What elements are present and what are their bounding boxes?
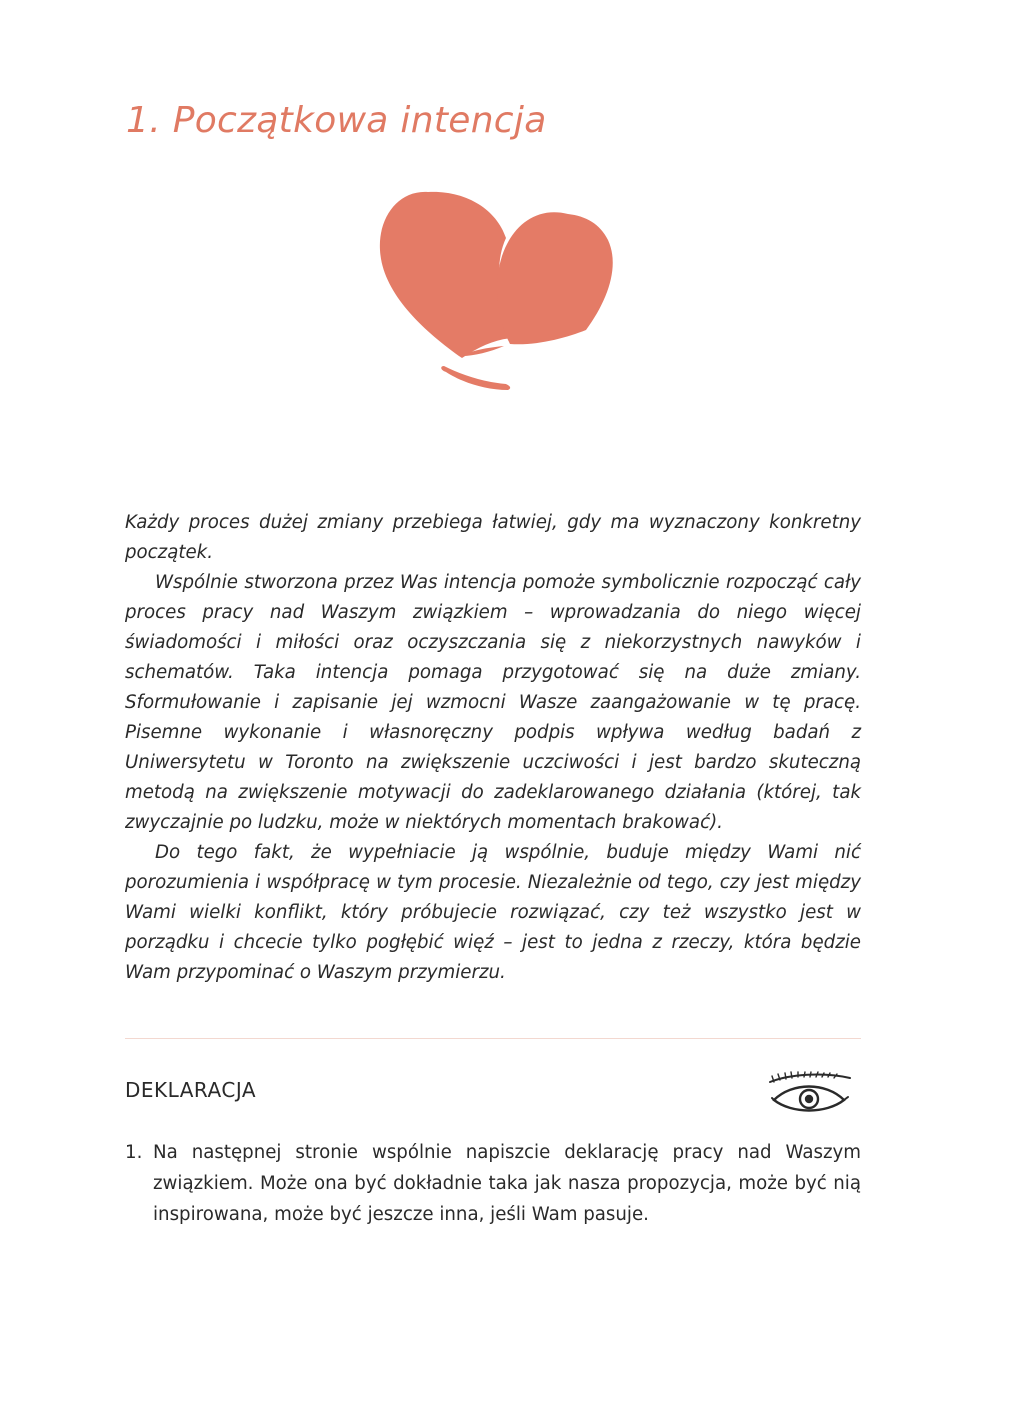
eye-icon [764,1070,856,1118]
section-heading: DEKLARACJA [125,1078,257,1102]
heart-right-lobe [497,212,613,344]
heart-tail-stroke [441,366,510,390]
heart-illustration [370,180,630,400]
page-title: 1. Początkowa intencja [126,100,547,141]
paragraph: Wspólnie stworzona przez Was intencja pomoże symbolicznie rozpocząć cały proces pracy nad Waszym związkiem – wprowadzania do niego więcej świadomości i miłości oraz oczyszczania się z niekorzystnych nawyków i schematów. Taka intencja pomaga przygotować się na duże zmiany. Sformułowanie i zapisanie jej wzmocni Wasze zaangażowanie w tę pracę. Pisemne wykonanie i własnoręczny podpis wpływa według badań z Uniwersytetu w Toronto na zwiększenie uczciwości i jest bardzo skuteczną metodą na zwiększenie motywacji do zadeklarowanego działania (której, tak zwyczajnie po ludzku, może w niektórych momentach brakować). [125,572,861,833]
declaration-list [125,1137,861,1230]
paragraph: Do tego fakt, że wypełniacie ją wspólnie, buduje między Wami nić porozumienia i współpracę w tym procesie. Niezależnie od tego, czy jest między Wami wielki konflikt, który próbujecie rozwiązać, czy też wszystko jest w porządku i chcecie tylko pogłębić więź – jest to jedna z rzeczy, która będzie Wam przypominać o Waszym przymierzu. [125,842,861,983]
list-item [125,1137,861,1230]
paragraph: Każdy proces dużej zmiany przebiega łatwiej, gdy ma wyznaczony konkretny początek. [125,512,861,563]
list-item-text: Na następnej stronie wspólnie napiszcie deklarację pracy nad Waszym związkiem. Może ona być dokładnie taka jak nasza propozycja, może być nią inspirowana, może być jeszcze inna, jeśli Wam pasuje. [153,1142,861,1225]
section-divider [125,1038,861,1039]
body-text [125,508,861,988]
list-item-number: 1. [125,1142,143,1163]
heart-left-lobe [380,192,516,358]
